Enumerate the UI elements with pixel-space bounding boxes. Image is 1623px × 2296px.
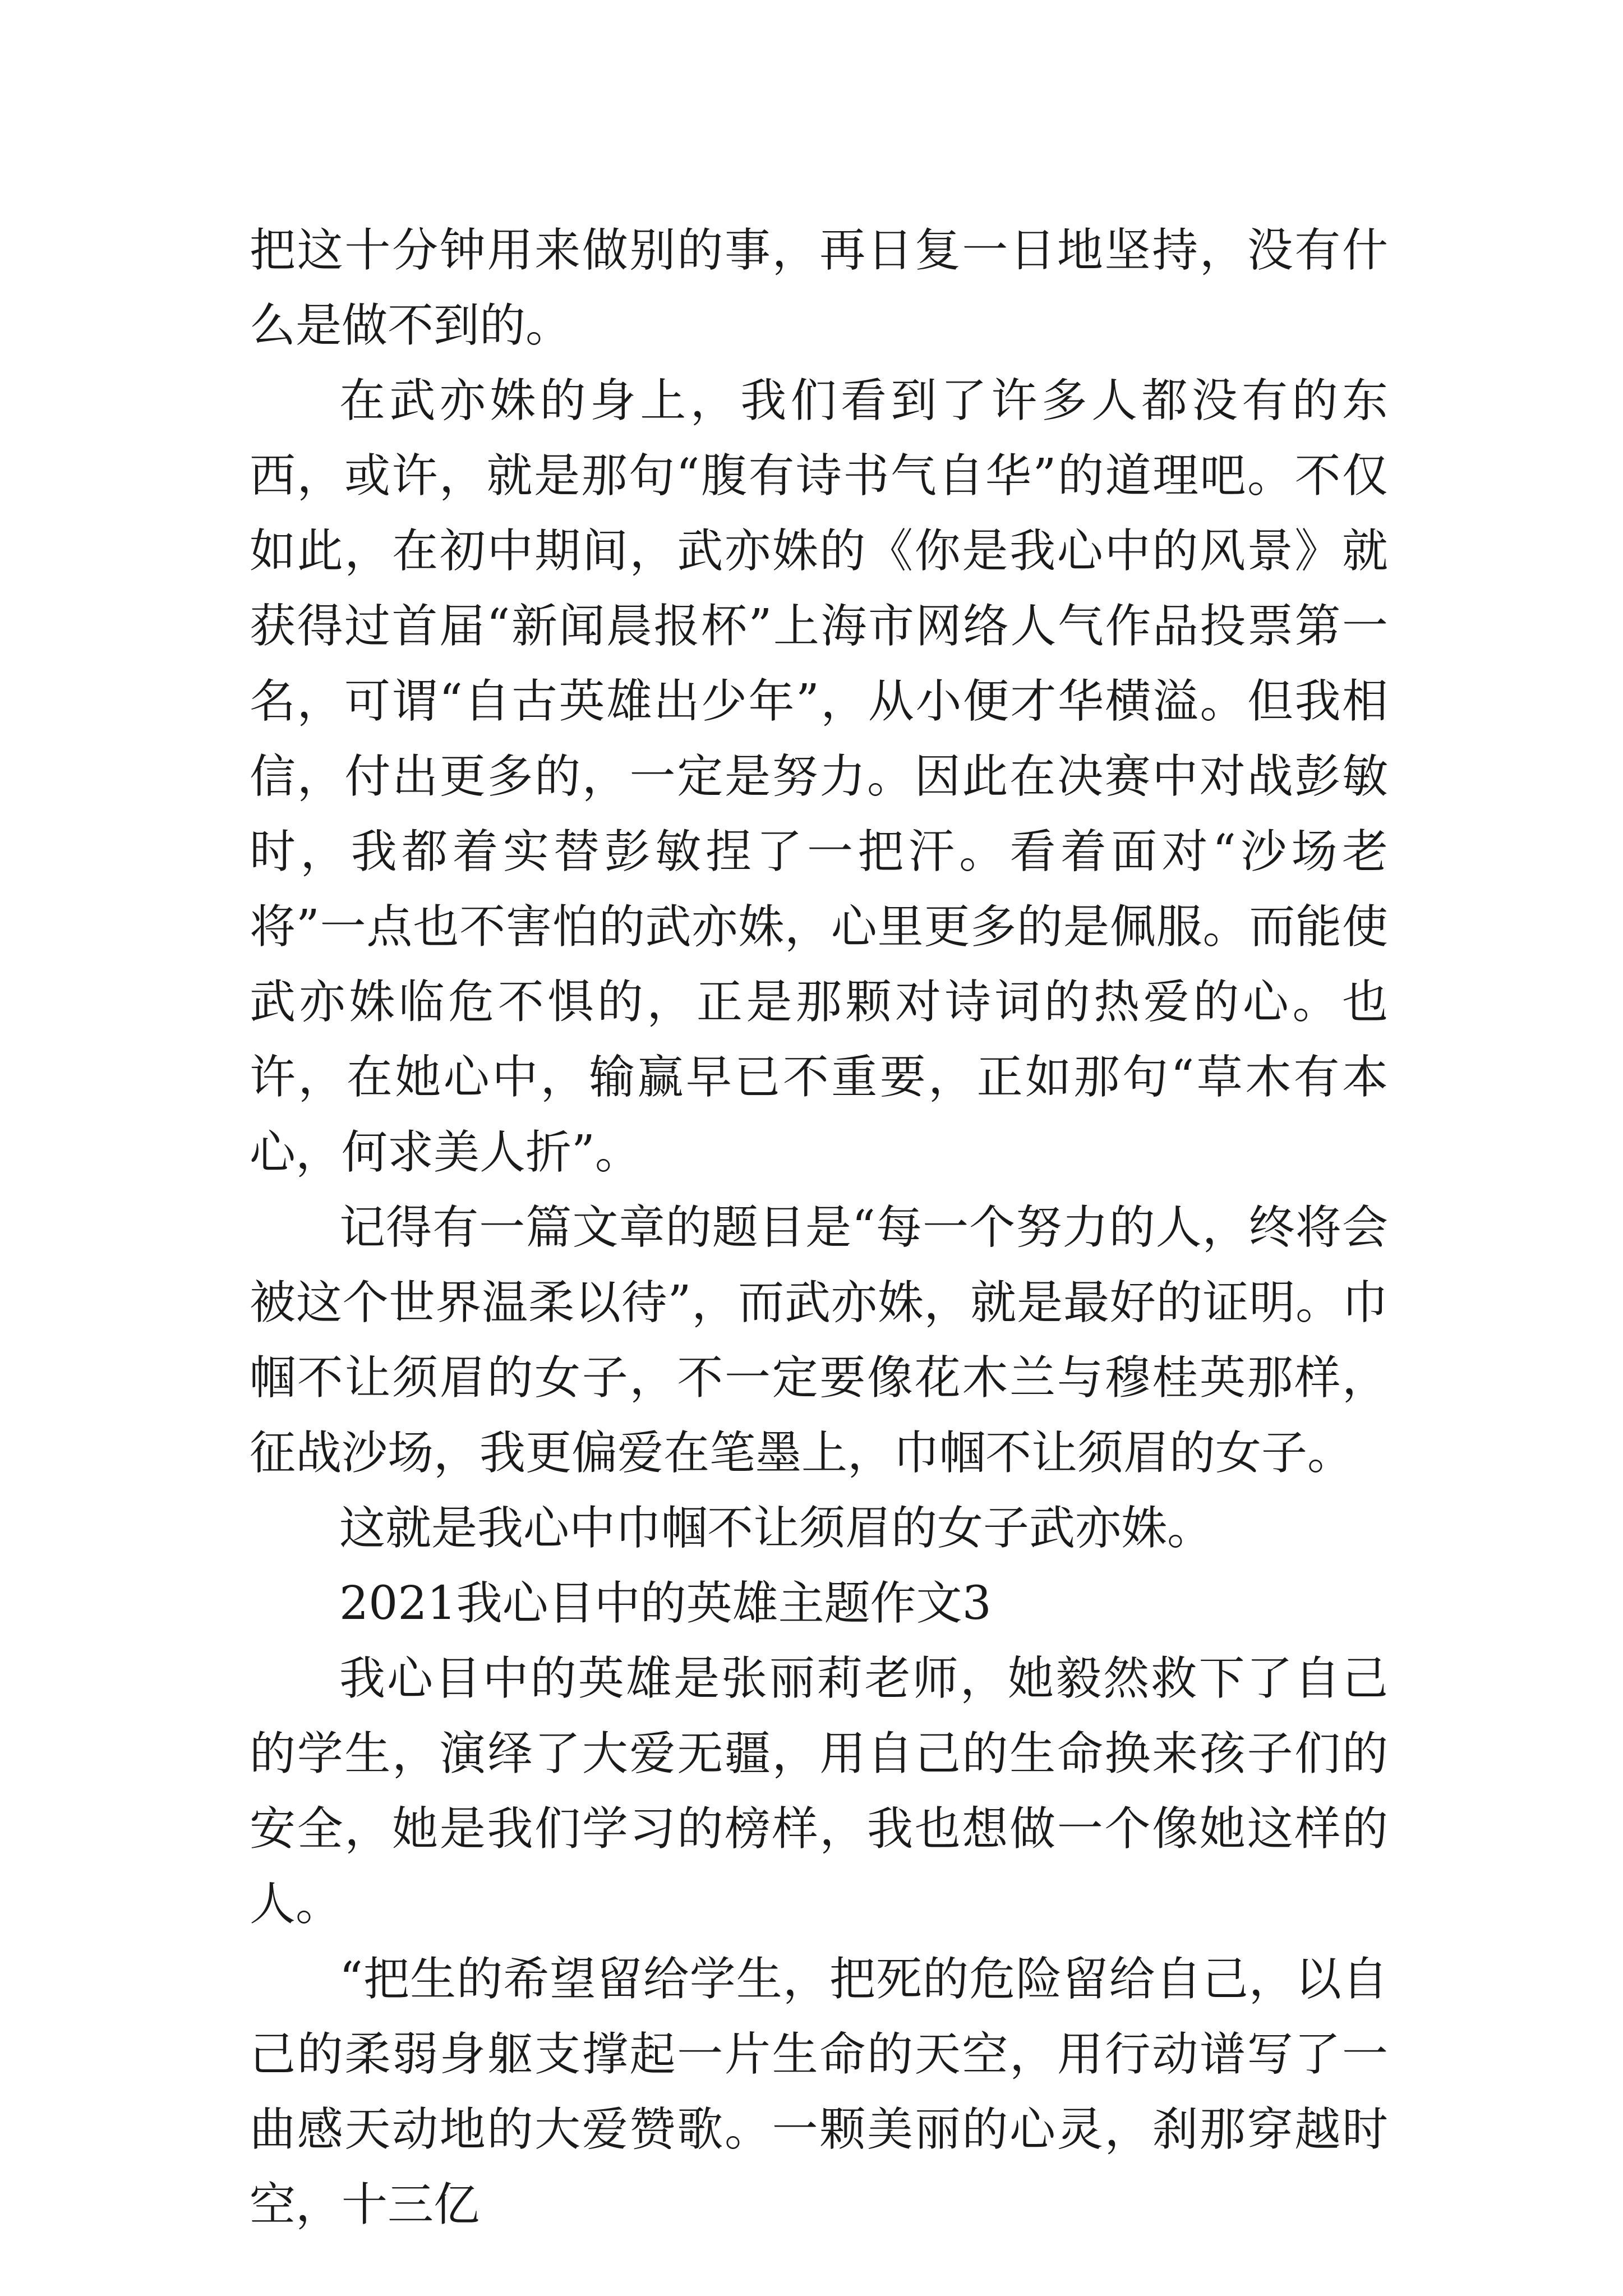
body-text	[250, 213, 1388, 2243]
paragraph-effort-rewarded: 记得有一篇文章的题目是“每一个努力的人，终将会被这个世界温柔以待”，而武亦姝，就是最好的证明。巾帼不让须眉的女子，不一定要像花木兰与穆桂英那样，征战沙场，我更偏爱在笔墨上，巾帼不让须眉的女子。	[250, 1201, 1388, 1480]
section-heading: 2021我心目中的英雄主题作文3	[339, 1577, 992, 1630]
paragraph-quote: “把生的希望留给学生，把死的危险留给自己，以自己的柔弱身躯支撑起一片生命的天空，用行动谱写了一曲感天动地的大爱赞歌。一颗美丽的心灵，刹那穿越时空，十三亿	[250, 1953, 1388, 2231]
paragraph-continuation: 把这十分钟用来做别的事，再日复一日地坚持，没有什么是做不到的。	[250, 224, 1388, 352]
paragraph-hero-teacher: 我心目中的英雄是张丽莉老师，她毅然救下了自己的学生，演绎了大爱无疆，用自己的生命换来孩子们的安全，她是我们学习的榜样，我也想做一个像她这样的人。	[250, 1652, 1388, 1931]
paragraph-conclusion: 这就是我心中巾帼不让须眉的女子武亦姝。	[339, 1502, 1214, 1555]
paragraph-wu-yishu-talent: 在武亦姝的身上，我们看到了许多人都没有的东西，或许，就是那句“腹有诗书气自华”的道理吧。不仅如此，在初中期间，武亦姝的《你是我心中的风景》就获得过首届“新闻晨报杯”上海市网络人气作品投票第一名，可谓“自古英雄出少年”，从小便才华横溢。但我相信，付出更多的，一定是努力。因此在决赛中对战彭敏时，我都着实替彭敏捏了一把汗。看着面对“沙场老将”一点也不害怕的武亦姝，心里更多的是佩服。而能使武亦姝临危不惧的，正是那颗对诗词的热爱的心。也许，在她心中，输赢早已不重要，正如那句“草木有本心，何求美人折”。	[250, 374, 1388, 1179]
